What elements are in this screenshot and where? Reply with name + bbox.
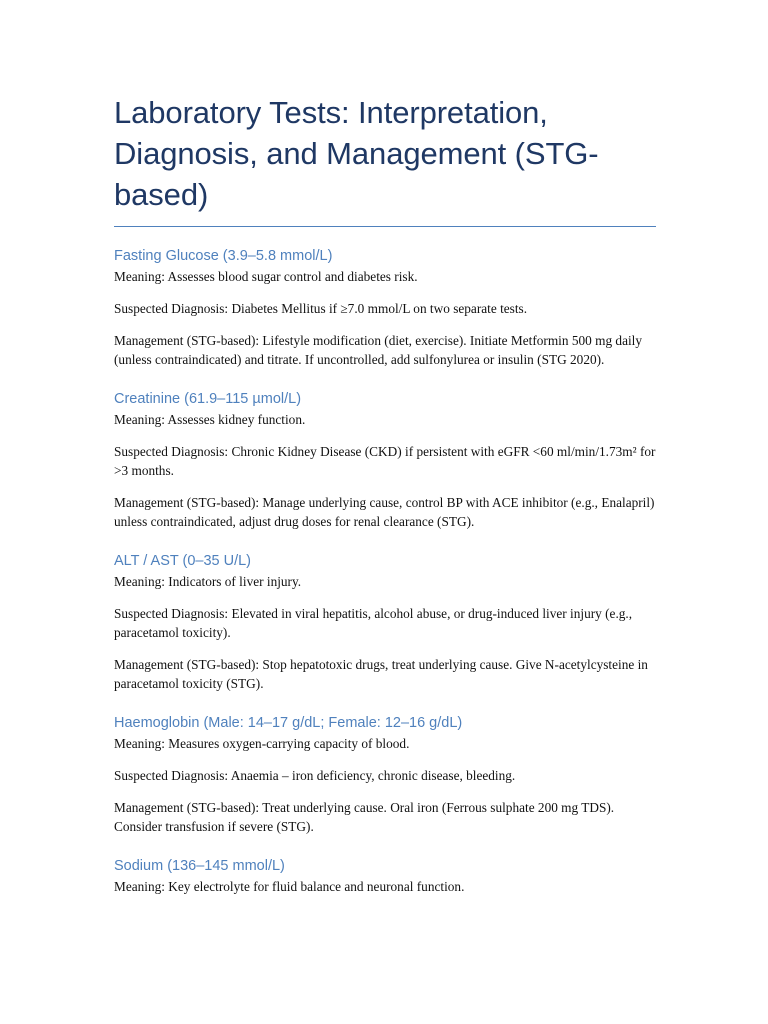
section-paragraph-diagnosis: Suspected Diagnosis: Anaemia – iron deficiency, chronic disease, bleeding. bbox=[114, 768, 516, 783]
section-paragraph-management: Management (STG-based): Treat underlying cause. Oral iron (Ferrous sulphate 200 mg TDS). Consider transfusion if severe (STG). bbox=[114, 800, 615, 834]
section-paragraph-meaning: Meaning: Key electrolyte for fluid balance and neuronal function. bbox=[114, 879, 465, 894]
section-paragraph-meaning: Meaning: Assesses kidney function. bbox=[114, 412, 306, 427]
section-paragraph-management: Management (STG-based): Stop hepatotoxic drugs, treat underlying cause. Give N-acetylcysteine in paracetamol toxicity (STG). bbox=[114, 657, 648, 691]
sections-container bbox=[114, 246, 656, 896]
section-heading: ALT / AST (0–35 U/L) bbox=[114, 553, 252, 569]
section-paragraph-meaning: Meaning: Assesses blood sugar control and diabetes risk. bbox=[114, 269, 418, 284]
section-creatinine bbox=[114, 389, 656, 531]
section-alt-ast bbox=[114, 551, 656, 693]
section-paragraph-diagnosis: Suspected Diagnosis: Chronic Kidney Disease (CKD) if persistent with eGFR <60 ml/min/1.73m² for >3 months. bbox=[114, 444, 656, 478]
section-heading: Haemoglobin (Male: 14–17 g/dL; Female: 12–16 g/dL) bbox=[114, 715, 463, 731]
document-page bbox=[114, 92, 656, 916]
section-paragraph-management: Management (STG-based): Lifestyle modification (diet, exercise). Initiate Metformin 500 mg daily (unless contraindicated) and titrate. If uncontrolled, add sulfonylurea or insulin (STG 2020). bbox=[114, 333, 643, 367]
section-paragraph-management: Management (STG-based): Manage underlying cause, control BP with ACE inhibitor (e.g., Enalapril) unless contraindicated, adjust drug doses for renal clearance (STG). bbox=[114, 495, 655, 529]
section-heading: Creatinine (61.9–115 µmol/L) bbox=[114, 391, 302, 407]
document-title: Laboratory Tests: Interpretation, Diagnosis, and Management (STG-based) bbox=[114, 95, 599, 212]
section-paragraph-diagnosis: Suspected Diagnosis: Elevated in viral hepatitis, alcohol abuse, or drug-induced liver injury (e.g., paracetamol toxicity). bbox=[114, 606, 633, 640]
section-paragraph-meaning: Meaning: Measures oxygen-carrying capacity of blood. bbox=[114, 736, 410, 751]
section-heading: Fasting Glucose (3.9–5.8 mmol/L) bbox=[114, 248, 333, 264]
title-divider bbox=[114, 226, 656, 227]
section-sodium bbox=[114, 856, 656, 896]
section-paragraph-diagnosis: Suspected Diagnosis: Diabetes Mellitus if ≥7.0 mmol/L on two separate tests. bbox=[114, 301, 528, 316]
section-heading: Sodium (136–145 mmol/L) bbox=[114, 858, 285, 874]
section-fasting-glucose bbox=[114, 246, 656, 369]
section-paragraph-meaning: Meaning: Indicators of liver injury. bbox=[114, 574, 302, 589]
section-haemoglobin bbox=[114, 713, 656, 836]
